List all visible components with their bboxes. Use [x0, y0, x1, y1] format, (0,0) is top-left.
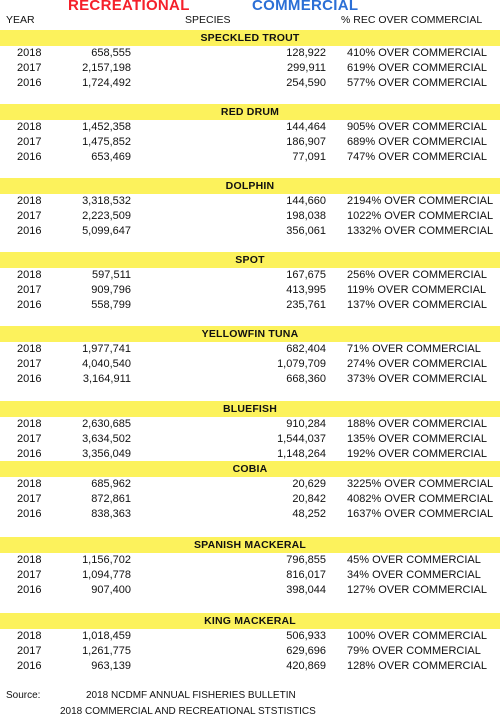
- species-section: [0, 252, 500, 313]
- species-section: [0, 401, 500, 462]
- recreational-cell: 2,630,685: [82, 418, 131, 430]
- table-row: [0, 209, 500, 224]
- commercial-cell: 413,995: [286, 284, 326, 296]
- species-section: [0, 104, 500, 165]
- year-cell: 2017: [17, 569, 42, 581]
- table-row: [0, 120, 500, 135]
- table-row: [0, 492, 500, 507]
- year-cell: 2017: [17, 136, 42, 148]
- commercial-cell: 186,907: [286, 136, 326, 148]
- table-row: [0, 150, 500, 165]
- pct-cell: 747% OVER COMMERCIAL: [347, 151, 487, 163]
- recreational-cell: 2,157,198: [82, 62, 131, 74]
- recreational-cell: 5,099,647: [82, 225, 131, 237]
- year-cell: 2018: [17, 554, 42, 566]
- pct-column-header: % REC OVER COMMERCIAL: [341, 14, 483, 26]
- recreational-cell: 653,469: [91, 151, 131, 163]
- recreational-cell: 1,094,778: [82, 569, 131, 581]
- year-cell: 2018: [17, 121, 42, 133]
- table-row: [0, 46, 500, 61]
- year-cell: 2018: [17, 195, 42, 207]
- table-row: [0, 76, 500, 91]
- species-band: KING MACKERAL: [0, 613, 500, 629]
- pct-cell: 3225% OVER COMMERCIAL: [347, 478, 494, 490]
- commercial-cell: 356,061: [286, 225, 326, 237]
- year-cell: 2018: [17, 630, 42, 642]
- recreational-cell: 838,363: [91, 508, 131, 520]
- species-band: SPANISH MACKERAL: [0, 537, 500, 553]
- year-cell: 2018: [17, 47, 42, 59]
- pct-cell: 137% OVER COMMERCIAL: [347, 299, 487, 311]
- commercial-cell: 144,660: [286, 195, 326, 207]
- pct-cell: 71% OVER COMMERCIAL: [347, 343, 481, 355]
- recreational-cell: 685,962: [91, 478, 131, 490]
- table-row: [0, 432, 500, 447]
- commercial-cell: 910,284: [286, 418, 326, 430]
- species-section: [0, 178, 500, 239]
- commercial-cell: 128,922: [286, 47, 326, 59]
- recreational-cell: 872,861: [91, 493, 131, 505]
- species-section: [0, 537, 500, 598]
- pct-cell: 410% OVER COMMERCIAL: [347, 47, 487, 59]
- pct-cell: 128% OVER COMMERCIAL: [347, 660, 487, 672]
- year-cell: 2017: [17, 284, 42, 296]
- species-band: COBIA: [0, 461, 500, 477]
- recreational-cell: 1,475,852: [82, 136, 131, 148]
- species-section: [0, 326, 500, 387]
- pct-cell: 373% OVER COMMERCIAL: [347, 373, 487, 385]
- source-line-1: 2018 NCDMF ANNUAL FISHERIES BULLETIN: [86, 690, 296, 701]
- commercial-cell: 506,933: [286, 630, 326, 642]
- recreational-cell: 3,318,532: [82, 195, 131, 207]
- table-row: [0, 268, 500, 283]
- year-cell: 2016: [17, 448, 42, 460]
- top-banner: [0, 0, 500, 12]
- commercial-cell: 77,091: [292, 151, 326, 163]
- commercial-cell: 235,761: [286, 299, 326, 311]
- recreational-cell: 558,799: [91, 299, 131, 311]
- recreational-heading: RECREATIONAL: [68, 0, 190, 14]
- year-cell: 2017: [17, 493, 42, 505]
- commercial-cell: 1,079,709: [277, 358, 326, 370]
- year-cell: 2017: [17, 358, 42, 370]
- commercial-cell: 816,017: [286, 569, 326, 581]
- year-cell: 2017: [17, 62, 42, 74]
- species-section: [0, 613, 500, 674]
- commercial-cell: 144,464: [286, 121, 326, 133]
- recreational-cell: 1,261,775: [82, 645, 131, 657]
- source-note: [0, 690, 500, 716]
- commercial-cell: 1,148,264: [277, 448, 326, 460]
- column-header-row: [0, 12, 500, 28]
- table-row: [0, 194, 500, 209]
- recreational-cell: 907,400: [91, 584, 131, 596]
- year-cell: 2018: [17, 269, 42, 281]
- recreational-cell: 597,511: [92, 269, 131, 281]
- recreational-cell: 1,452,358: [82, 121, 131, 133]
- year-cell: 2016: [17, 151, 42, 163]
- pct-cell: 1332% OVER COMMERCIAL: [347, 225, 494, 237]
- table-row: [0, 659, 500, 674]
- commercial-cell: 398,044: [286, 584, 326, 596]
- pct-cell: 905% OVER COMMERCIAL: [347, 121, 487, 133]
- year-cell: 2017: [17, 645, 42, 657]
- year-cell: 2016: [17, 77, 42, 89]
- year-cell: 2016: [17, 584, 42, 596]
- year-cell: 2016: [17, 299, 42, 311]
- recreational-cell: 909,796: [91, 284, 131, 296]
- year-cell: 2018: [17, 478, 42, 490]
- table-row: [0, 644, 500, 659]
- pct-cell: 274% OVER COMMERCIAL: [347, 358, 487, 370]
- table-row: [0, 553, 500, 568]
- commercial-cell: 1,544,037: [277, 433, 326, 445]
- commercial-cell: 629,696: [286, 645, 326, 657]
- commercial-cell: 254,590: [286, 77, 326, 89]
- species-band: RED DRUM: [0, 104, 500, 120]
- pct-cell: 2194% OVER COMMERCIAL: [347, 195, 494, 207]
- year-cell: 2017: [17, 210, 42, 222]
- table-row: [0, 417, 500, 432]
- species-band: BLUEFISH: [0, 401, 500, 417]
- year-cell: 2016: [17, 373, 42, 385]
- pct-cell: 79% OVER COMMERCIAL: [347, 645, 481, 657]
- pct-cell: 127% OVER COMMERCIAL: [347, 584, 487, 596]
- species-column-header: SPECIES: [185, 14, 231, 26]
- table-row: [0, 477, 500, 492]
- species-band: SPOT: [0, 252, 500, 268]
- table-row: [0, 507, 500, 522]
- species-band: DOLPHIN: [0, 178, 500, 194]
- commercial-cell: 48,252: [292, 508, 326, 520]
- pct-cell: 45% OVER COMMERCIAL: [347, 554, 481, 566]
- recreational-cell: 3,634,502: [82, 433, 131, 445]
- commercial-cell: 420,869: [286, 660, 326, 672]
- source-line-2: 2018 COMMERCIAL AND RECREATIONAL STSTISTICS: [60, 706, 316, 717]
- pct-cell: 1022% OVER COMMERCIAL: [347, 210, 494, 222]
- species-section: [0, 461, 500, 522]
- species-band: SPECKLED TROUT: [0, 30, 500, 46]
- recreational-cell: 1,977,741: [82, 343, 131, 355]
- species-band: YELLOWFIN TUNA: [0, 326, 500, 342]
- pct-cell: 577% OVER COMMERCIAL: [347, 77, 487, 89]
- table-row: [0, 568, 500, 583]
- table-row: [0, 372, 500, 387]
- pct-cell: 100% OVER COMMERCIAL: [347, 630, 487, 642]
- pct-cell: 188% OVER COMMERCIAL: [347, 418, 487, 430]
- pct-cell: 1637% OVER COMMERCIAL: [347, 508, 494, 520]
- table-row: [0, 629, 500, 644]
- recreational-cell: 3,164,911: [82, 373, 131, 385]
- commercial-cell: 167,675: [286, 269, 326, 281]
- table-row: [0, 298, 500, 313]
- year-cell: 2017: [17, 433, 42, 445]
- commercial-cell: 682,404: [286, 343, 326, 355]
- recreational-cell: 1,156,702: [82, 554, 131, 566]
- table-row: [0, 283, 500, 298]
- table-row: [0, 357, 500, 372]
- commercial-cell: 20,629: [292, 478, 326, 490]
- source-label: Source:: [6, 690, 41, 701]
- commercial-cell: 198,038: [286, 210, 326, 222]
- pct-cell: 34% OVER COMMERCIAL: [347, 569, 481, 581]
- year-cell: 2018: [17, 343, 42, 355]
- commercial-heading: COMMERCIAL: [252, 0, 359, 14]
- recreational-cell: 2,223,509: [82, 210, 131, 222]
- commercial-cell: 796,855: [286, 554, 326, 566]
- recreational-cell: 658,555: [91, 47, 131, 59]
- recreational-cell: 963,139: [91, 660, 131, 672]
- year-column-header: YEAR: [6, 14, 35, 26]
- pct-cell: 192% OVER COMMERCIAL: [347, 448, 487, 460]
- commercial-cell: 20,842: [292, 493, 326, 505]
- pct-cell: 256% OVER COMMERCIAL: [347, 269, 487, 281]
- commercial-cell: 299,911: [287, 62, 326, 74]
- pct-cell: 689% OVER COMMERCIAL: [347, 136, 487, 148]
- table-row: [0, 447, 500, 462]
- pct-cell: 619% OVER COMMERCIAL: [347, 62, 487, 74]
- table-row: [0, 224, 500, 239]
- year-cell: 2018: [17, 418, 42, 430]
- recreational-cell: 4,040,540: [82, 358, 131, 370]
- pct-cell: 119% OVER COMMERCIAL: [347, 284, 487, 296]
- pct-cell: 135% OVER COMMERCIAL: [347, 433, 487, 445]
- table-row: [0, 583, 500, 598]
- species-section: [0, 30, 500, 91]
- commercial-cell: 668,360: [286, 373, 326, 385]
- table-row: [0, 61, 500, 76]
- pct-cell: 4082% OVER COMMERCIAL: [347, 493, 494, 505]
- recreational-cell: 1,724,492: [82, 77, 131, 89]
- table-row: [0, 342, 500, 357]
- year-cell: 2016: [17, 660, 42, 672]
- recreational-cell: 1,018,459: [82, 630, 131, 642]
- recreational-cell: 3,356,049: [82, 448, 131, 460]
- year-cell: 2016: [17, 508, 42, 520]
- table-row: [0, 135, 500, 150]
- year-cell: 2016: [17, 225, 42, 237]
